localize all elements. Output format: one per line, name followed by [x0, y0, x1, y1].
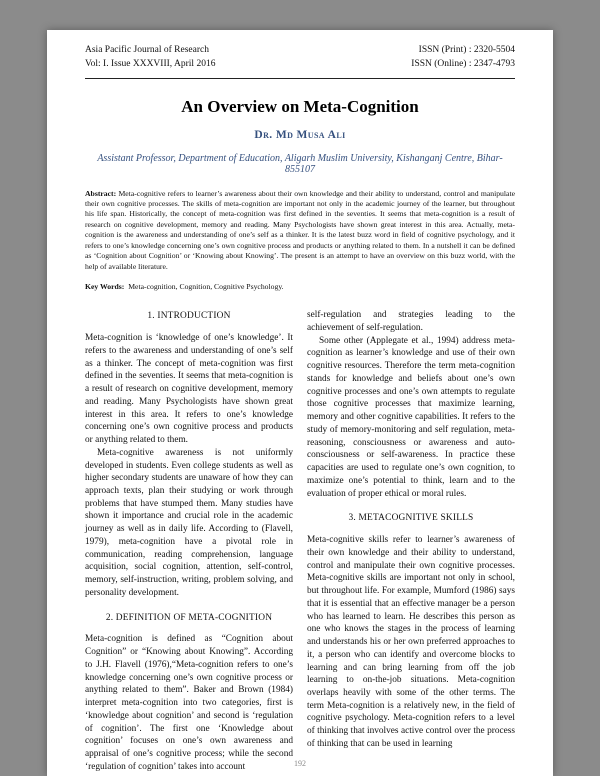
section-heading-metacognitive-skills: 3. METACOGNITIVE SKILLS: [348, 513, 474, 524]
paragraph: Meta-cognitive awareness is not uniformly developed in students. Even college students as well as higher secondary students are unaware of how they can approach texts, plan their studying or work through problems that have stumped them. Many studies have shown it importance and crucial role in the academic journey as well as in daily life. According to (Flavell, 1979), meta-cognition have a pivotal role in communication, reading comprehension, language acquisition, social cognition, attention, self-control, memory, self-instruction, writing, problem solving, and personality development.: [85, 447, 293, 598]
issn-print: ISSN (Print) : 2320-5504: [418, 45, 515, 55]
paragraph: Meta-cognition is ‘knowledge of one’s knowledge’. It refers to the awareness and understanding of one’s self as a thinker. The concept of meta-cognition was first defined in the seventies. It seems that meta-cognition is a result of research on cognitive development, memory and reading. Many Psychologists have shown great interest in this area. It refers to one’s knowledge concerning one’s own cognitive process and products or anything related to them.: [85, 333, 293, 446]
page-number: 192: [294, 759, 306, 768]
paragraph: Some other (Applegate et al., 1994) address meta-cognition as learner’s knowledge and use of their own cognitive resources. Therefore the term meta-cognition stands for knowledge and beliefs about one’s own cognitive processes and one’s own attempts to regulate those cognitive processes that maximize learning, memory and other cognitive capabilities. It refers to the study of memory-monitoring and self regulation, meta-reasoning, consciousness or awareness and auto-consciousness or self-awareness. In practice these capacities are used to regulate one’s own cognition, to maximize one’s potential to think, learn and to the evaluation of proper ethical or moral rules.: [307, 335, 515, 499]
header-divider: [85, 78, 515, 79]
issn-online: ISSN (Online) : 2347-4793: [411, 58, 515, 69]
paragraph: self-regulation and strategies leading to the achievement of self-regulation.: [307, 310, 515, 334]
keywords-text: Meta-cognition, Cognition, Cognitive Psychology.: [128, 282, 284, 292]
abstract-text: Meta-cognitive refers to learner’s awareness about their own knowledge and their ability to understand, control and manipulate their own cognitive processes. The skills of meta-cognition are important not only in the academic journey of the learner, but throughout his life span. Historically, the concept of meta-cognition was first defined in the seventies. It seems that meta-cognition is a result of research on cognitive development, memory and reading. Many Psychologists have shown great interest in this area. Actually, meta-cognition is the awareness and understanding of one’s self as a thinker. It is the latest buzz word in field of cognitive psychology, and it refers to one’s knowledge concerning one’s own cognitive process and products or anything related to them. In a nutshell it can be defined as ‘Cognition about Cognition’ or ‘Knowing about Knowing’. The present is an attempt to have an overview on this buzz world, with the help of available literature.: [85, 188, 515, 271]
body-columns: [85, 309, 515, 773]
keywords-line: [85, 282, 515, 291]
page-header: [85, 44, 515, 72]
right-column: [307, 309, 515, 773]
document-page: [47, 30, 553, 776]
header-left: [85, 44, 215, 72]
section-heading-introduction: 1. INTRODUCTION: [147, 311, 231, 322]
author-affiliation: Assistant Professor, Department of Education, Aligarh Muslim University, Kishanganj Centre, Bihar-855107: [97, 152, 503, 175]
paper-title: An Overview on Meta-Cognition: [181, 96, 419, 116]
paragraph: Meta-cognition is defined as “Cognition about Cognition” or “Knowing about Knowing”. According to J.H. Flavell (1976),“Meta-cognition refers to one’s knowledge concerning one’s own cognitive process or anything related to them”. Baker and Brown (1984) interpret meta-cognition into two categories, first is ‘knowledge about cognition’ and second is ‘regulation of cognition’. The first one ‘Knowledge about cognition’ focuses on one’s own awareness and appraisal of one’s cognitive process; while the second ‘regulation of cognition’ takes into account: [85, 634, 293, 772]
keywords-label: Key Words:: [85, 282, 125, 292]
volume-issue: Vol: I. Issue XXXVIII, April 2016: [85, 58, 216, 69]
paragraph: Meta-cognitive skills refer to learner’s awareness of their own knowledge and their ability to understand, control and manipulate their own cognitive processes. Meta-cognitive skills are important not only in school, but throughout life. For example, Mumford (1986) says that it is essential that an effective manager be a person who has learned to learn. He describes this person as one who knows the stages in the process of learning and understands his or her own preferred approaches to it, a person who can identify and overcome blocks to learning and can bring learning from off the job learning to on-the-job situations. Meta-cognition overlaps heavily with some of the other terms. The term Meta-cognition is a relatively new, in the field of cognitive psychology. Meta-cognition refers to a level of thinking that involves active control over the process of thinking that can be used in learning: [307, 535, 515, 749]
abstract-label: Abstract:: [85, 188, 117, 198]
section-heading-definition: 2. DEFINITION OF META-COGNITION: [105, 612, 273, 623]
journal-name: Asia Pacific Journal of Research: [85, 45, 209, 55]
left-column: [85, 309, 293, 773]
abstract-paragraph: [85, 189, 515, 273]
author-name: Dr. Md Musa Ali: [254, 128, 346, 141]
header-right: [411, 44, 515, 72]
